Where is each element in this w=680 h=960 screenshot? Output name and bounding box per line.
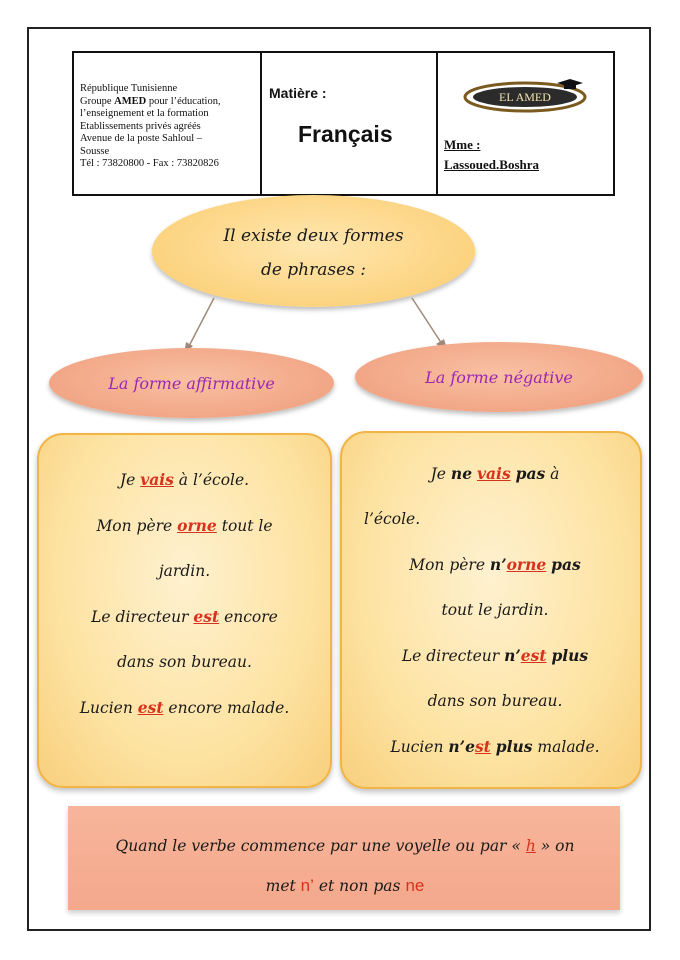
subject-value: Français [298,121,393,147]
subject-cell [262,53,438,194]
rule-banner [68,806,620,910]
affirmative-sentence: Le directeur est encore [91,607,278,626]
school-line: Sousse [80,145,110,157]
rule-line: met n’ et non pas ne [265,876,425,895]
negative-sentence: Le directeur n’est plus [401,646,589,665]
negative-sentence-cont: tout le jardin. [441,601,549,619]
affirmative-sentence-cont: dans son bureau. [117,653,252,671]
affirmative-sentence: Mon père orne tout le [96,516,273,535]
intro-line: Il existe deux formes [223,226,404,246]
school-line: Tél : 73820800 - Fax : 73820826 [80,158,219,169]
intro-line: de phrases : [260,260,367,280]
logo-text: EL AMED [499,90,551,104]
negative-sentence: Je ne vais pas à [430,464,560,483]
document-header [72,51,615,196]
intro-bubble [152,195,475,307]
negative-sentence-cont: dans son bureau. [427,692,563,710]
negative-title: La forme négative [355,342,643,412]
affirmative-card [37,433,332,788]
teacher-label: Mme : [444,137,481,152]
school-line: République Tunisienne [80,83,178,94]
rule-line: Quand le verbe commence par une voyelle ou par « h » on [115,837,575,855]
negative-sentence: Mon père n’orne pas [409,555,581,574]
negative-sentence: Lucien n’est plus malade. [390,737,600,756]
subject-label: Matière : [269,85,327,101]
affirmative-sentence: Je vais à l’école. [119,470,250,489]
school-info [74,53,262,194]
arrow-left [180,296,220,356]
school-line: Etablissements privés agréés [80,120,201,132]
affirmative-title: La forme affirmative [49,348,334,418]
affirmative-sentence-cont: jardin. [158,562,211,580]
school-line: Avenue de la poste Sahloul – [80,133,202,144]
teacher-name: Lassoued.Boshra [444,157,539,172]
school-line: Groupe AMED pour l’éducation, [80,95,221,107]
affirmative-sentence: Lucien est encore malade. [79,698,290,717]
negative-card [340,431,642,789]
el-amed-logo [462,77,588,113]
school-line: l’enseignement et la formation [80,108,209,119]
teacher-cell [438,53,613,194]
negative-sentence-cont: l’école. [364,510,421,528]
